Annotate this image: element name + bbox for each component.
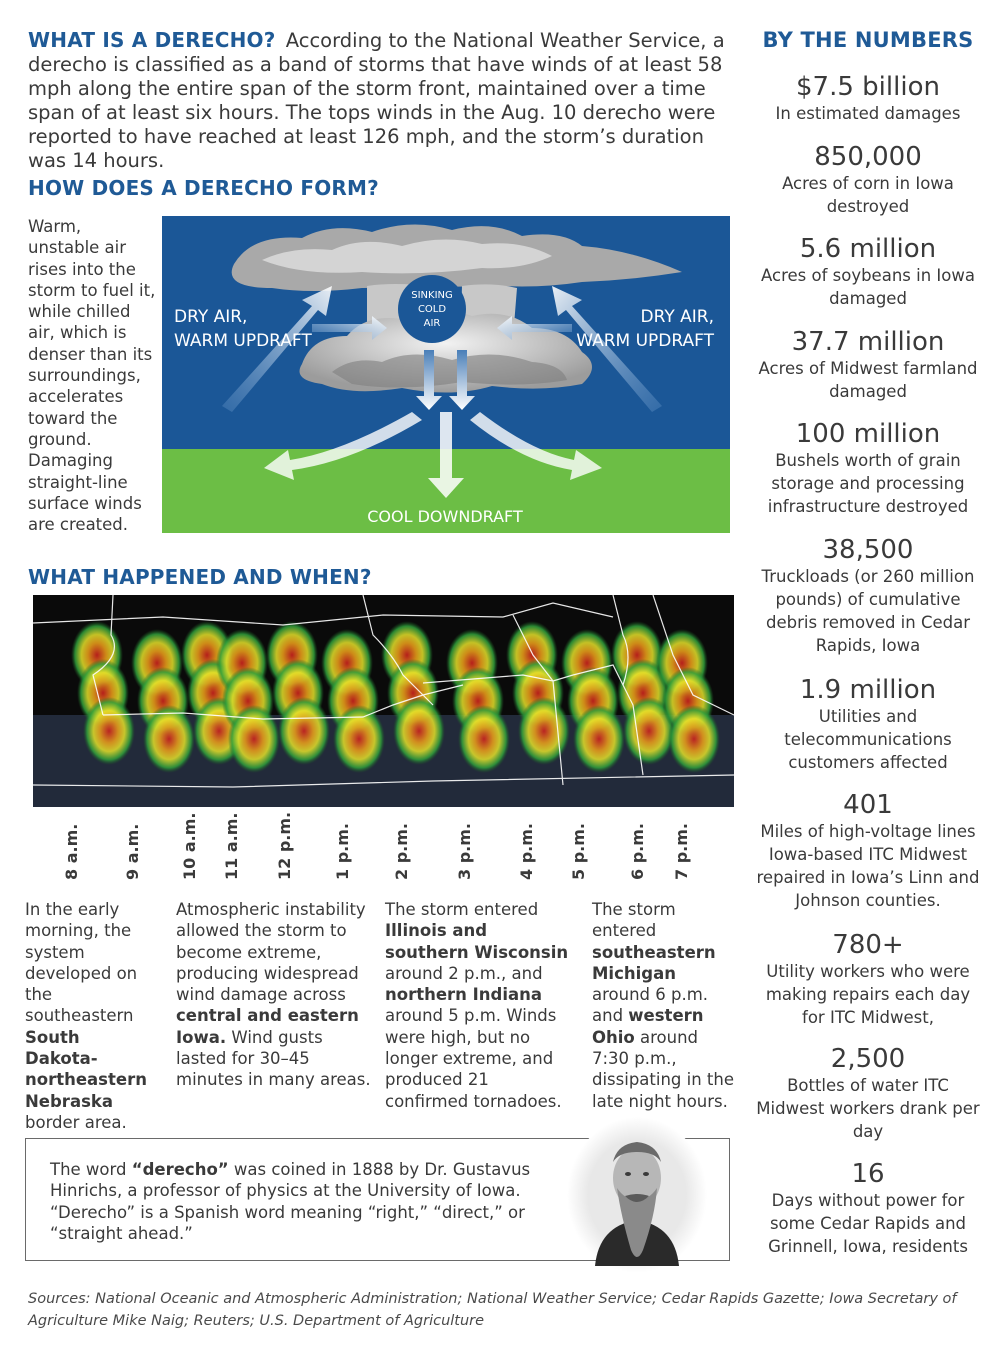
storm-cell <box>228 705 280 773</box>
stat-value: 2,500 <box>830 1044 906 1074</box>
stat-description: Bottles of water ITC Midwest workers drank per day <box>756 1076 980 1141</box>
time-label: 3 p.m. <box>455 823 474 880</box>
desc3-text-1: The storm entered <box>385 900 539 919</box>
stat-description: Utility workers who were making repairs each day for ITC Midwest, <box>765 962 971 1027</box>
sinking-label-1: SINKING <box>411 290 453 301</box>
time-label: 7 p.m. <box>672 823 691 880</box>
stat-description: Acres of Midwest farmland damaged <box>758 359 978 401</box>
storm-cell <box>143 705 195 773</box>
intro-paragraph <box>28 28 733 173</box>
stat-value: 100 million <box>795 419 941 449</box>
stat-value: 850,000 <box>814 142 922 172</box>
stat-item <box>752 327 984 403</box>
desc1-text-1: In the early morning, the system developed on the southeastern <box>25 900 138 1026</box>
desc1-text-2: border area. <box>25 1112 127 1132</box>
stat-description: Miles of high-voltage lines Iowa-based ITC Midwest repaired in Iowa’s Linn and Johnson counties. <box>756 822 980 910</box>
word-text-1: The word <box>50 1160 132 1179</box>
time-label: 2 p.m. <box>392 823 411 880</box>
sinking-label-3: AIR <box>423 318 441 329</box>
sources-text: Sources: National Oceanic and Atmospheric Administration; National Weather Service; Cedar Rapids Gazette; Iowa Secretary of Agriculture Mike Naig; Reuters; U.S. Department of Agriculture <box>28 1291 957 1329</box>
stat-item <box>752 1159 984 1258</box>
stat-description: Acres of soybeans in Iowa damaged <box>761 266 975 308</box>
stat-item <box>752 675 984 774</box>
description-illinois <box>385 899 570 1112</box>
desc2-text-2: Wind gusts lasted for 30–45 minutes in many areas. <box>176 1027 371 1090</box>
storm-cell <box>393 697 445 765</box>
downdraft-label: COOL DOWNDRAFT <box>367 507 523 526</box>
right-updraft-label-2: WARM UPDRAFT <box>576 331 714 351</box>
time-label: 4 p.m. <box>517 823 536 880</box>
desc4-bold-1: southeastern Michigan <box>592 942 716 983</box>
stat-value: $7.5 billion <box>796 72 940 102</box>
desc4-bold-2: western Ohio <box>592 1006 704 1047</box>
hinrichs-portrait <box>565 1116 709 1274</box>
stat-item <box>752 72 984 125</box>
stat-value: 38,500 <box>822 535 914 565</box>
sinking-label-2: COLD <box>417 304 447 315</box>
stat-item <box>752 790 984 912</box>
storm-cell <box>518 697 570 765</box>
stat-description: Days without power for some Cedar Rapids and Grinnell, Iowa, residents <box>768 1191 968 1256</box>
stat-value: 37.7 million <box>791 327 945 357</box>
storm-cell <box>668 705 720 773</box>
stat-item <box>752 930 984 1029</box>
when-heading: WHAT HAPPENED AND WHEN? <box>28 565 372 589</box>
stat-item <box>752 1044 984 1143</box>
stat-value: 1.9 million <box>799 675 937 705</box>
time-label: 5 p.m. <box>569 823 588 880</box>
storm-cell <box>83 697 135 765</box>
desc4-text-1: The storm entered <box>592 900 676 941</box>
time-label: 6 p.m. <box>628 823 647 880</box>
stat-item <box>752 234 984 310</box>
stat-item <box>752 142 984 218</box>
derecho-formation-diagram <box>162 216 730 533</box>
word-text-2: was coined in 1888 by Dr. Gustavus Hinrichs, a professor of physics at the University of Iowa. “Derecho” is a Spanish word meaning “right,” “direct,” or “straight ahead.” <box>50 1160 531 1243</box>
stat-description: Acres of corn in Iowa destroyed <box>782 174 954 216</box>
desc4-text-3: around 7:30 p.m., dissipating in the late night hours. <box>592 1027 735 1111</box>
stat-value: 780+ <box>832 930 904 960</box>
intro-heading: WHAT IS A DERECHO? <box>28 28 276 52</box>
description-iowa <box>176 899 371 1091</box>
stat-value: 5.6 million <box>799 234 937 264</box>
how-heading: HOW DOES A DERECHO FORM? <box>28 176 379 200</box>
time-label: 9 a.m. <box>123 823 142 880</box>
time-label: 11 a.m. <box>222 812 241 880</box>
desc4-text-2: around 6 p.m. and <box>592 985 709 1026</box>
time-label: 12 p.m. <box>275 811 294 880</box>
storm-cell <box>278 697 330 765</box>
left-updraft-label-1: DRY AIR, <box>174 307 248 327</box>
left-updraft-label-2: WARM UPDRAFT <box>174 331 312 351</box>
time-label: 1 p.m. <box>333 823 352 880</box>
word-origin-text <box>50 1159 570 1244</box>
word-bold: “derecho” <box>131 1160 229 1179</box>
desc3-text-2: around 2 p.m., and <box>385 963 543 983</box>
desc3-bold-2: northern Indiana <box>385 985 543 1005</box>
stat-value: 401 <box>843 790 893 820</box>
stat-item <box>752 419 984 518</box>
stat-description: Bushels worth of grain storage and processing infrastructure destroyed <box>767 451 969 516</box>
description-morning <box>25 899 155 1133</box>
desc3-text-3: around 5 p.m. Winds were high, but no longer extreme, and produced 21 confirmed tornadoes. <box>385 1006 562 1111</box>
desc2-bold-1: central and eastern Iowa. <box>176 1006 359 1047</box>
right-updraft-label-1: DRY AIR, <box>640 307 714 327</box>
how-text: Warm, unstable air rises into the storm to fuel it, while chilled air, which is denser than its surroundings, accelerates toward the ground. Damaging straight-line surface winds are created. <box>28 217 156 535</box>
time-label: 8 a.m. <box>62 823 81 880</box>
description-michigan <box>592 899 737 1112</box>
storm-cell <box>573 705 625 773</box>
numbers-heading: BY THE NUMBERS <box>762 28 974 52</box>
stat-description: In estimated damages <box>775 104 961 123</box>
desc3-bold-1: Illinois and southern Wisconsin <box>385 921 569 962</box>
storm-cell <box>333 705 385 773</box>
stat-value: 16 <box>851 1159 885 1189</box>
storm-cell <box>458 705 510 773</box>
stat-description: Utilities and telecommunications customers affected <box>784 707 952 772</box>
desc1-bold-1: South Dakota-northeastern Nebraska <box>25 1027 147 1111</box>
intro-text: According to the National Weather Service, a derecho is classified as a band of storms that have winds of at least 58 mph along the entire span of the storm front, maintained over a time span of at least six hours. The tops winds in the Aug. 10 derecho were reported to have reached at least 126 mph, and the storm’s duration was 14 hours. <box>28 29 725 172</box>
desc2-text-1: Atmospheric instability allowed the storm to become extreme, producing widespread wind damage across <box>176 900 366 1005</box>
radar-composite-map <box>33 595 734 807</box>
stat-description: Truckloads (or 260 million pounds) of cumulative debris removed in Cedar Rapids, Iowa <box>761 567 975 655</box>
stat-item <box>752 535 984 657</box>
time-label: 10 a.m. <box>180 812 199 880</box>
